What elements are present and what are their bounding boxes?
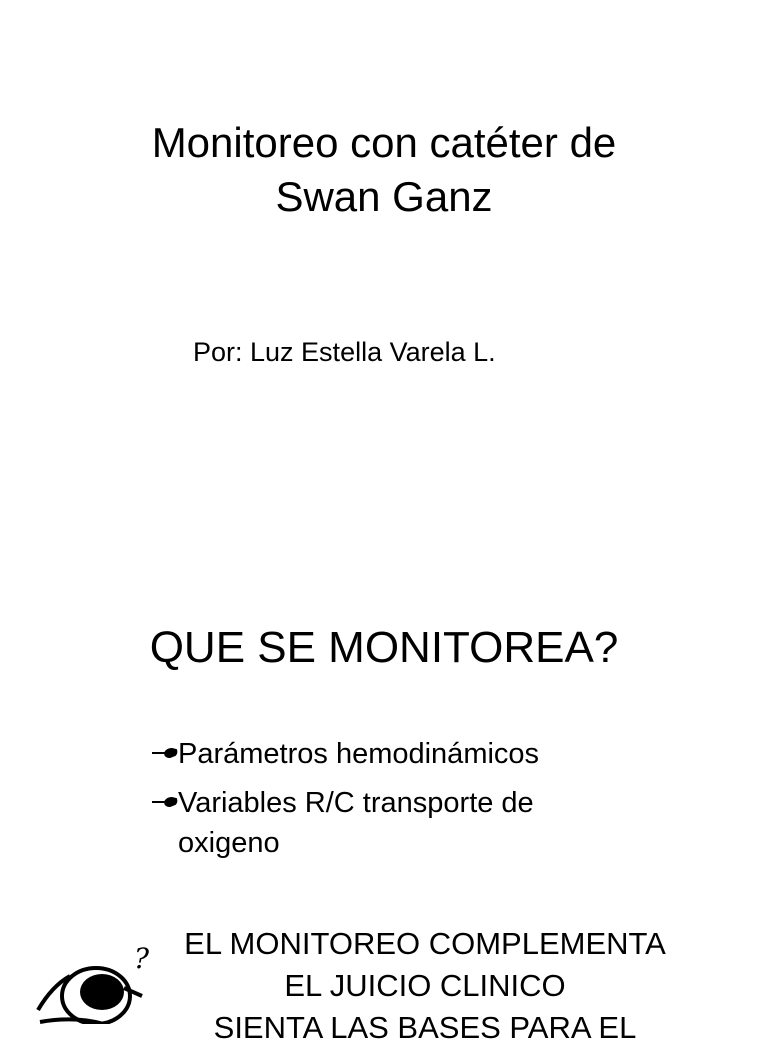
pointing-hand-icon: [150, 744, 178, 762]
pointing-hand-icon: [150, 793, 178, 811]
slide-heading: QUE SE MONITOREA?: [149, 623, 619, 672]
bullet-text: Variables R/C transporte de oxigeno: [178, 787, 534, 859]
question-mark: ?: [134, 946, 150, 975]
statement-line-3: SIENTA LAS BASES PARA EL: [213, 1010, 637, 1045]
slide-title-line-2: Swan Ganz: [275, 173, 493, 220]
author-line: Por: Luz Estella Varela L.: [193, 337, 496, 367]
bullet-text: Parámetros hemodinámicos: [178, 738, 540, 770]
statement-text: [120, 923, 730, 1049]
slide-title: [0, 116, 768, 224]
statement-line-1: EL MONITOREO COMPLEMENTA: [184, 926, 666, 961]
statement-line-2: EL JUICIO CLINICO: [284, 968, 566, 1003]
list-item: [150, 783, 618, 863]
bullet-list: [150, 734, 618, 872]
slide-title-line-1: Monitoreo con catéter de: [151, 119, 617, 166]
list-item: [150, 734, 618, 774]
